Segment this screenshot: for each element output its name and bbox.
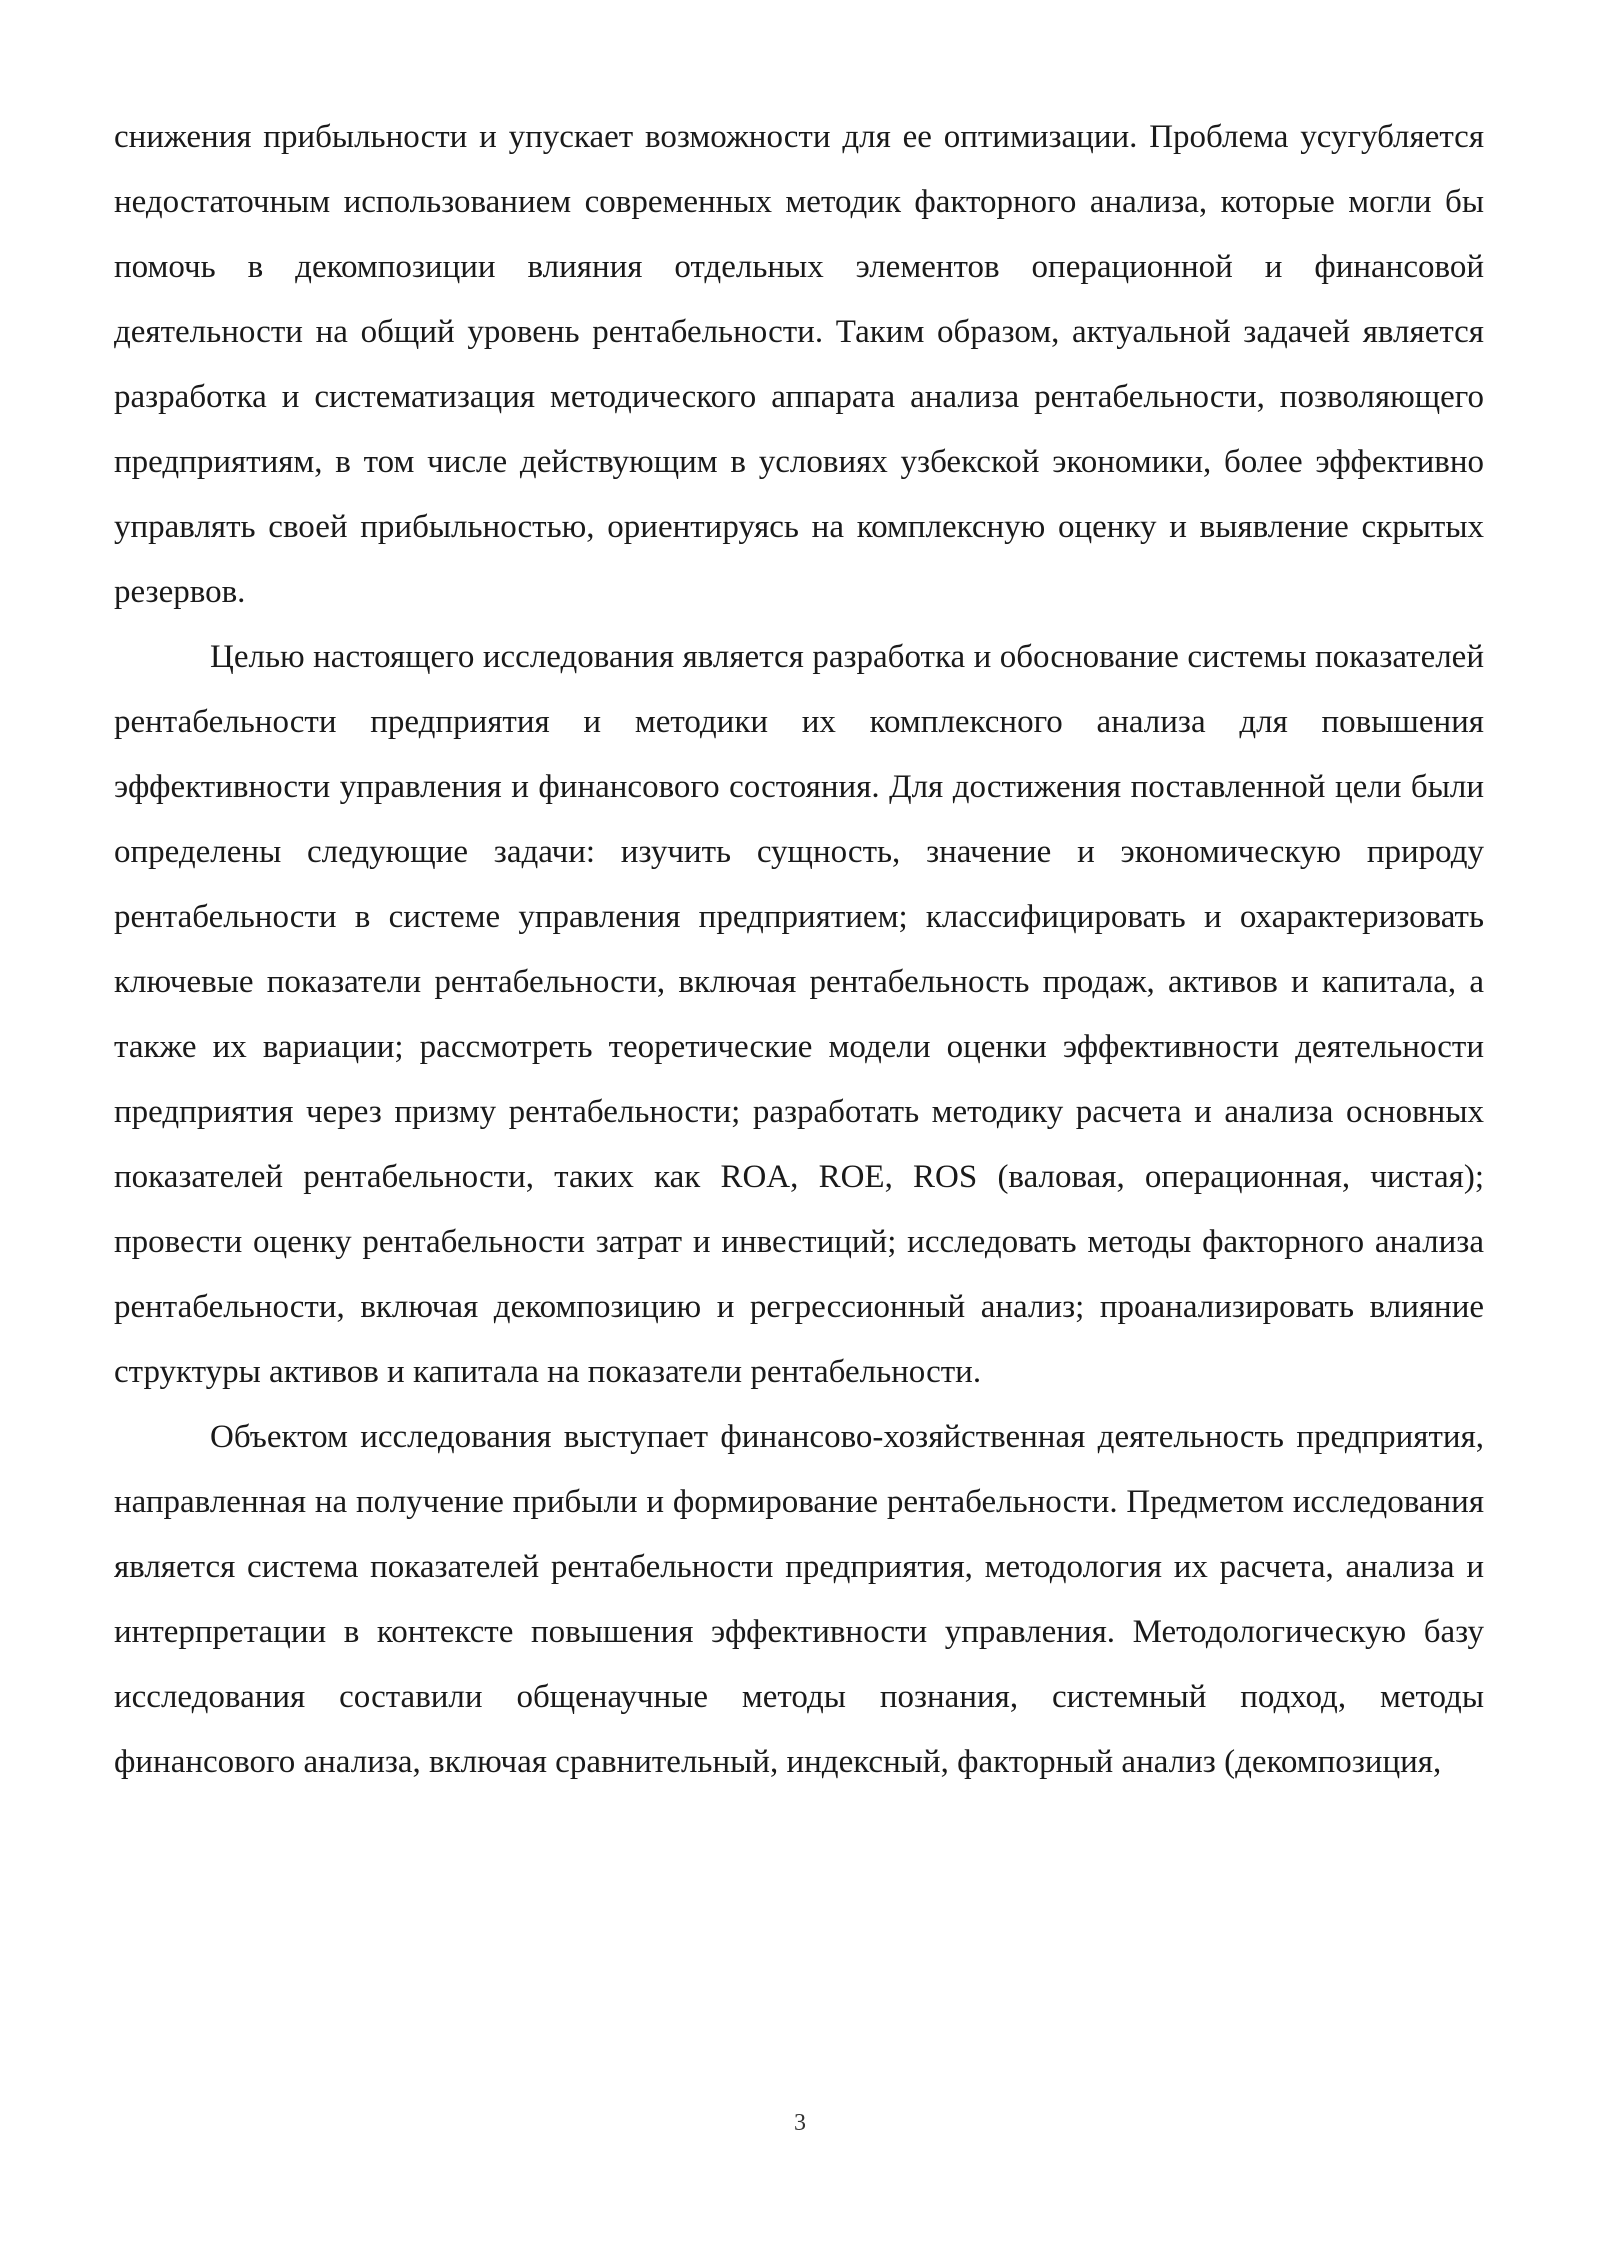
paragraph-research-goal: Целью настоящего исследования является разработка и обоснование системы показателей рентабельности предприятия и методики их комплексного анализа для повышения эффективности управления и финансового состояния. Для достижения поставленной цели были определены следующие задачи: изучить сущность, значение и экономическую природу рентабельности в системе управления предприятием; классифицировать и охарактеризовать ключевые показатели рентабельности, включая рентабельность продаж, активов и капитала, а также их вариации; рассмотреть теоретические модели оценки эффективности деятельности предприятия через призму рентабельности; разработать методику расчета и анализа основных показателей рентабельности, таких как ROA, ROE, ROS (валовая, операционная, чистая); провести оценку рентабельности затрат и инвестиций; исследовать методы факторного анализа рентабельности, включая декомпозицию и регрессионный анализ; проанализировать влияние структуры активов и капитала на показатели рентабельности. bbox=[114, 639, 1484, 1390]
paragraph-research-object: Объектом исследования выступает финансово-хозяйственная деятельность предприятия, направленная на получение прибыли и формирование рентабельности. Предметом исследования является система показателей рентабельности предприятия, методология их расчета, анализа и интерпретации в контексте повышения эффективности управления. Методологическую базу исследования составили общенаучные методы познания, системный подход, методы финансового анализа, включая сравнительный, индексный, факторный анализ (декомпозиция, bbox=[114, 1419, 1484, 1780]
document-body bbox=[114, 105, 1484, 1795]
paragraph-continuation: снижения прибыльности и упускает возможности для ее оптимизации. Проблема усугубляется недостаточным использованием современных методик факторного анализа, которые могли бы помочь в декомпозиции влияния отдельных элементов операционной и финансовой деятельности на общий уровень рентабельности. Таким образом, актуальной задачей является разработка и систематизация методического аппарата анализа рентабельности, позволяющего предприятиям, в том числе действующим в условиях узбекской экономики, более эффективно управлять своей прибыльностью, ориентируясь на комплексную оценку и выявление скрытых резервов. bbox=[114, 119, 1484, 610]
page-number: 3 bbox=[794, 2110, 806, 2136]
